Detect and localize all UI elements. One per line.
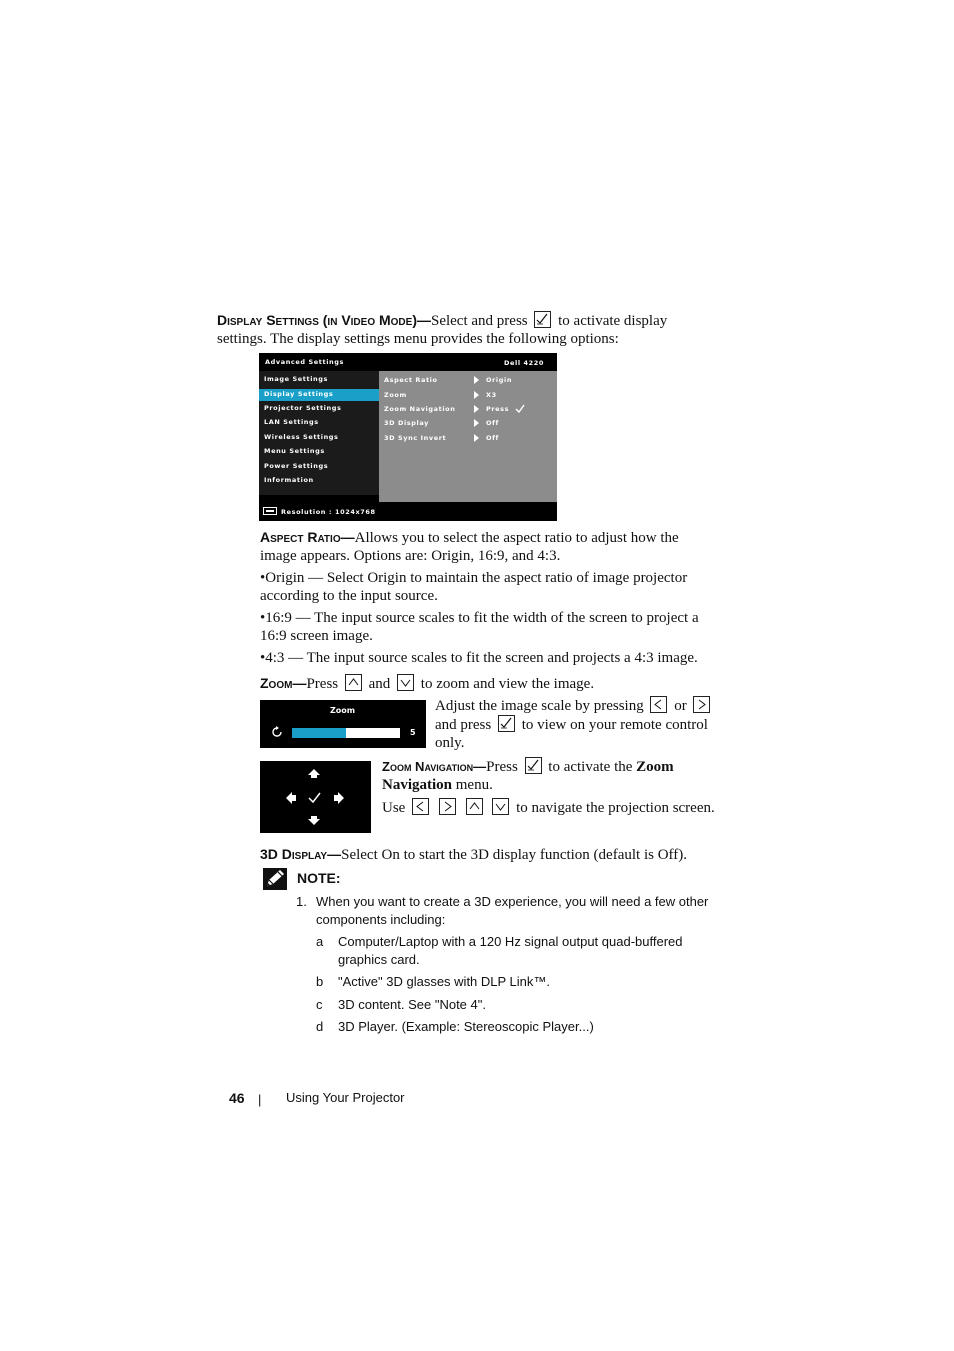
input-source-icon: [263, 507, 277, 515]
osd-right-value: Off: [486, 419, 499, 427]
note-sub-line1: 3D content. See "Note 4".: [338, 997, 486, 1012]
display-settings-heading: Display Settings (in Video Mode)—: [217, 312, 431, 328]
zoom-adjust-line3: only.: [435, 735, 465, 751]
list-item: [296, 996, 716, 1014]
list-item: [296, 1018, 716, 1036]
zoom-osd-value: 5: [410, 728, 416, 737]
list-item: [296, 933, 716, 969]
osd-left-item[interactable]: Power Settings: [264, 462, 329, 470]
osd-right-value: Origin: [486, 376, 513, 384]
osd-arrow-icon: [474, 419, 479, 427]
zoom-adjust-line2a: and press: [435, 717, 492, 733]
zoom-osd-box: [260, 700, 426, 748]
osd-check-icon: [515, 404, 525, 413]
display-settings-text-b: to activate display: [558, 313, 668, 329]
note-sub-line1: 3D Player. (Example: Stereoscopic Player...): [338, 1019, 594, 1034]
osd-right-label[interactable]: 3D Display: [384, 419, 429, 427]
osd-arrow-icon: [474, 391, 479, 399]
osd-right-label[interactable]: Zoom Navigation: [384, 405, 456, 413]
zoom-nav-press: Press: [486, 759, 518, 775]
aspect-169-option: [260, 609, 730, 645]
osd-display-settings-menu: [259, 353, 557, 521]
note-sub-letter: a: [316, 934, 324, 949]
display-settings-paragraph: [217, 311, 697, 348]
navigation-arrows-icon: [260, 761, 371, 833]
osd-left-item[interactable]: Image Settings: [264, 375, 328, 383]
osd-left-item[interactable]: Menu Settings: [264, 447, 325, 455]
osd-left-item[interactable]: Information: [264, 476, 314, 484]
zoom-progress-track[interactable]: [292, 728, 400, 738]
display-3d-text: Select On to start the 3D display function (default is Off).: [341, 847, 688, 863]
osd-arrow-icon: [474, 434, 479, 442]
zoom-osd-title: Zoom: [330, 706, 356, 715]
osd-right-value: X3: [486, 391, 497, 399]
zoom-refresh-icon: [271, 726, 283, 738]
zoom-progress-fill: [292, 728, 346, 738]
note-item1-line2: components including:: [316, 912, 446, 927]
zoom-adjust-line1: Adjust the image scale by pressing: [435, 698, 644, 714]
zoom-nav-rest: to navigate the projection screen.: [516, 800, 715, 816]
aspect-43-option: •4:3 — The input source scales to fit the screen and projects a 4:3 image.: [260, 650, 698, 666]
zoom-heading: Zoom—: [260, 675, 307, 691]
zoom-navigation-text: [382, 757, 722, 817]
note-sub-line2: graphics card.: [338, 952, 420, 967]
aspect-169-line2: 16:9 screen image.: [260, 628, 373, 644]
note-label: NOTE:: [297, 870, 341, 886]
zoom-adjust-text: [435, 696, 715, 752]
up-key-icon: [466, 798, 483, 815]
osd-arrow-icon: [474, 376, 479, 384]
right-key-icon: [439, 798, 456, 815]
note-sub-line1: Computer/Laptop with a 120 Hz signal output quad-buffered: [338, 934, 683, 949]
select-check-key-icon: [498, 715, 515, 732]
osd-resolution: Resolution : 1024x768: [281, 508, 376, 516]
aspect-169-line1: •16:9 — The input source scales to fit the width of the screen to project a: [260, 610, 699, 626]
osd-header: Advanced Settings: [265, 358, 344, 366]
osd-left-item[interactable]: LAN Settings: [264, 418, 319, 426]
footer-separator: |: [258, 1092, 262, 1107]
zoom-adjust-line2b: to view on your remote control: [521, 717, 708, 733]
note-list: [296, 893, 716, 1036]
display-settings-text-c: settings. The display settings menu provides the following options:: [217, 331, 619, 347]
note-sub-letter: b: [316, 974, 324, 989]
note-item1-line1: When you want to create a 3D experience, you will need a few other: [316, 894, 709, 909]
zoom-press-text: Press: [306, 676, 339, 692]
zoom-nav-use: Use: [382, 800, 406, 816]
list-item: [296, 973, 716, 991]
zoom-rest-text: to zoom and view the image.: [420, 676, 595, 692]
up-key-icon: [345, 674, 362, 691]
osd-left-item[interactable]: Wireless Settings: [264, 433, 339, 441]
aspect-origin-option: [260, 569, 730, 605]
down-key-icon: [397, 674, 414, 691]
select-check-key-icon: [534, 311, 551, 328]
aspect-ratio-section: [260, 528, 720, 565]
right-key-icon: [693, 696, 710, 713]
zoom-navigation-osd-box: [260, 761, 371, 833]
zoom-adjust-or: or: [674, 698, 687, 714]
display-3d-heading: 3D Display—: [260, 846, 342, 862]
osd-right-value: Press: [486, 405, 510, 413]
list-item: [296, 893, 716, 929]
note-sub-line1: "Active" 3D glasses with DLP Link™.: [338, 974, 551, 989]
osd-right-value: Off: [486, 434, 499, 442]
zoom-nav-bold-zoom: Zoom: [636, 759, 674, 775]
zoom-nav-activate: to activate the: [548, 759, 633, 775]
osd-right-label[interactable]: Aspect Ratio: [384, 376, 438, 384]
osd-left-item[interactable]: Display Settings: [264, 390, 334, 398]
page-number: 46: [229, 1090, 245, 1106]
note-pencil-icon: [263, 868, 287, 890]
aspect-origin-line1: •Origin — Select Origin to maintain the aspect ratio of image projector: [260, 570, 688, 586]
osd-arrow-icon: [474, 405, 479, 413]
aspect-ratio-line1: Allows you to select the aspect ratio to adjust how the: [354, 530, 679, 546]
zoom-line: [260, 674, 594, 693]
left-key-icon: [412, 798, 429, 815]
osd-left-item[interactable]: Projector Settings: [264, 404, 342, 412]
aspect-ratio-line2: image appears. Options are: Origin, 16:9, and 4:3.: [260, 548, 561, 564]
zoom-and-text: and: [368, 676, 391, 692]
note-item-number: 1.: [296, 894, 307, 909]
note-sub-letter: c: [316, 997, 323, 1012]
display-3d-line: [260, 845, 687, 864]
note-sub-letter: d: [316, 1019, 324, 1034]
display-settings-text-a: Select and press: [430, 313, 528, 329]
osd-right-label[interactable]: 3D Sync Invert: [384, 434, 447, 442]
down-key-icon: [492, 798, 509, 815]
left-key-icon: [650, 696, 667, 713]
aspect-origin-line2: according to the input source.: [260, 588, 438, 604]
select-check-key-icon: [525, 757, 542, 774]
zoom-nav-menu: menu.: [455, 777, 493, 793]
footer-section: Using Your Projector: [286, 1090, 405, 1105]
aspect-ratio-heading: Aspect Ratio—: [260, 529, 355, 545]
osd-model: Dell 4220: [504, 359, 545, 367]
zoom-navigation-heading: Zoom Navigation—: [382, 759, 487, 774]
zoom-nav-bold-navigation: Navigation: [382, 777, 453, 793]
osd-right-label[interactable]: Zoom: [384, 391, 407, 399]
